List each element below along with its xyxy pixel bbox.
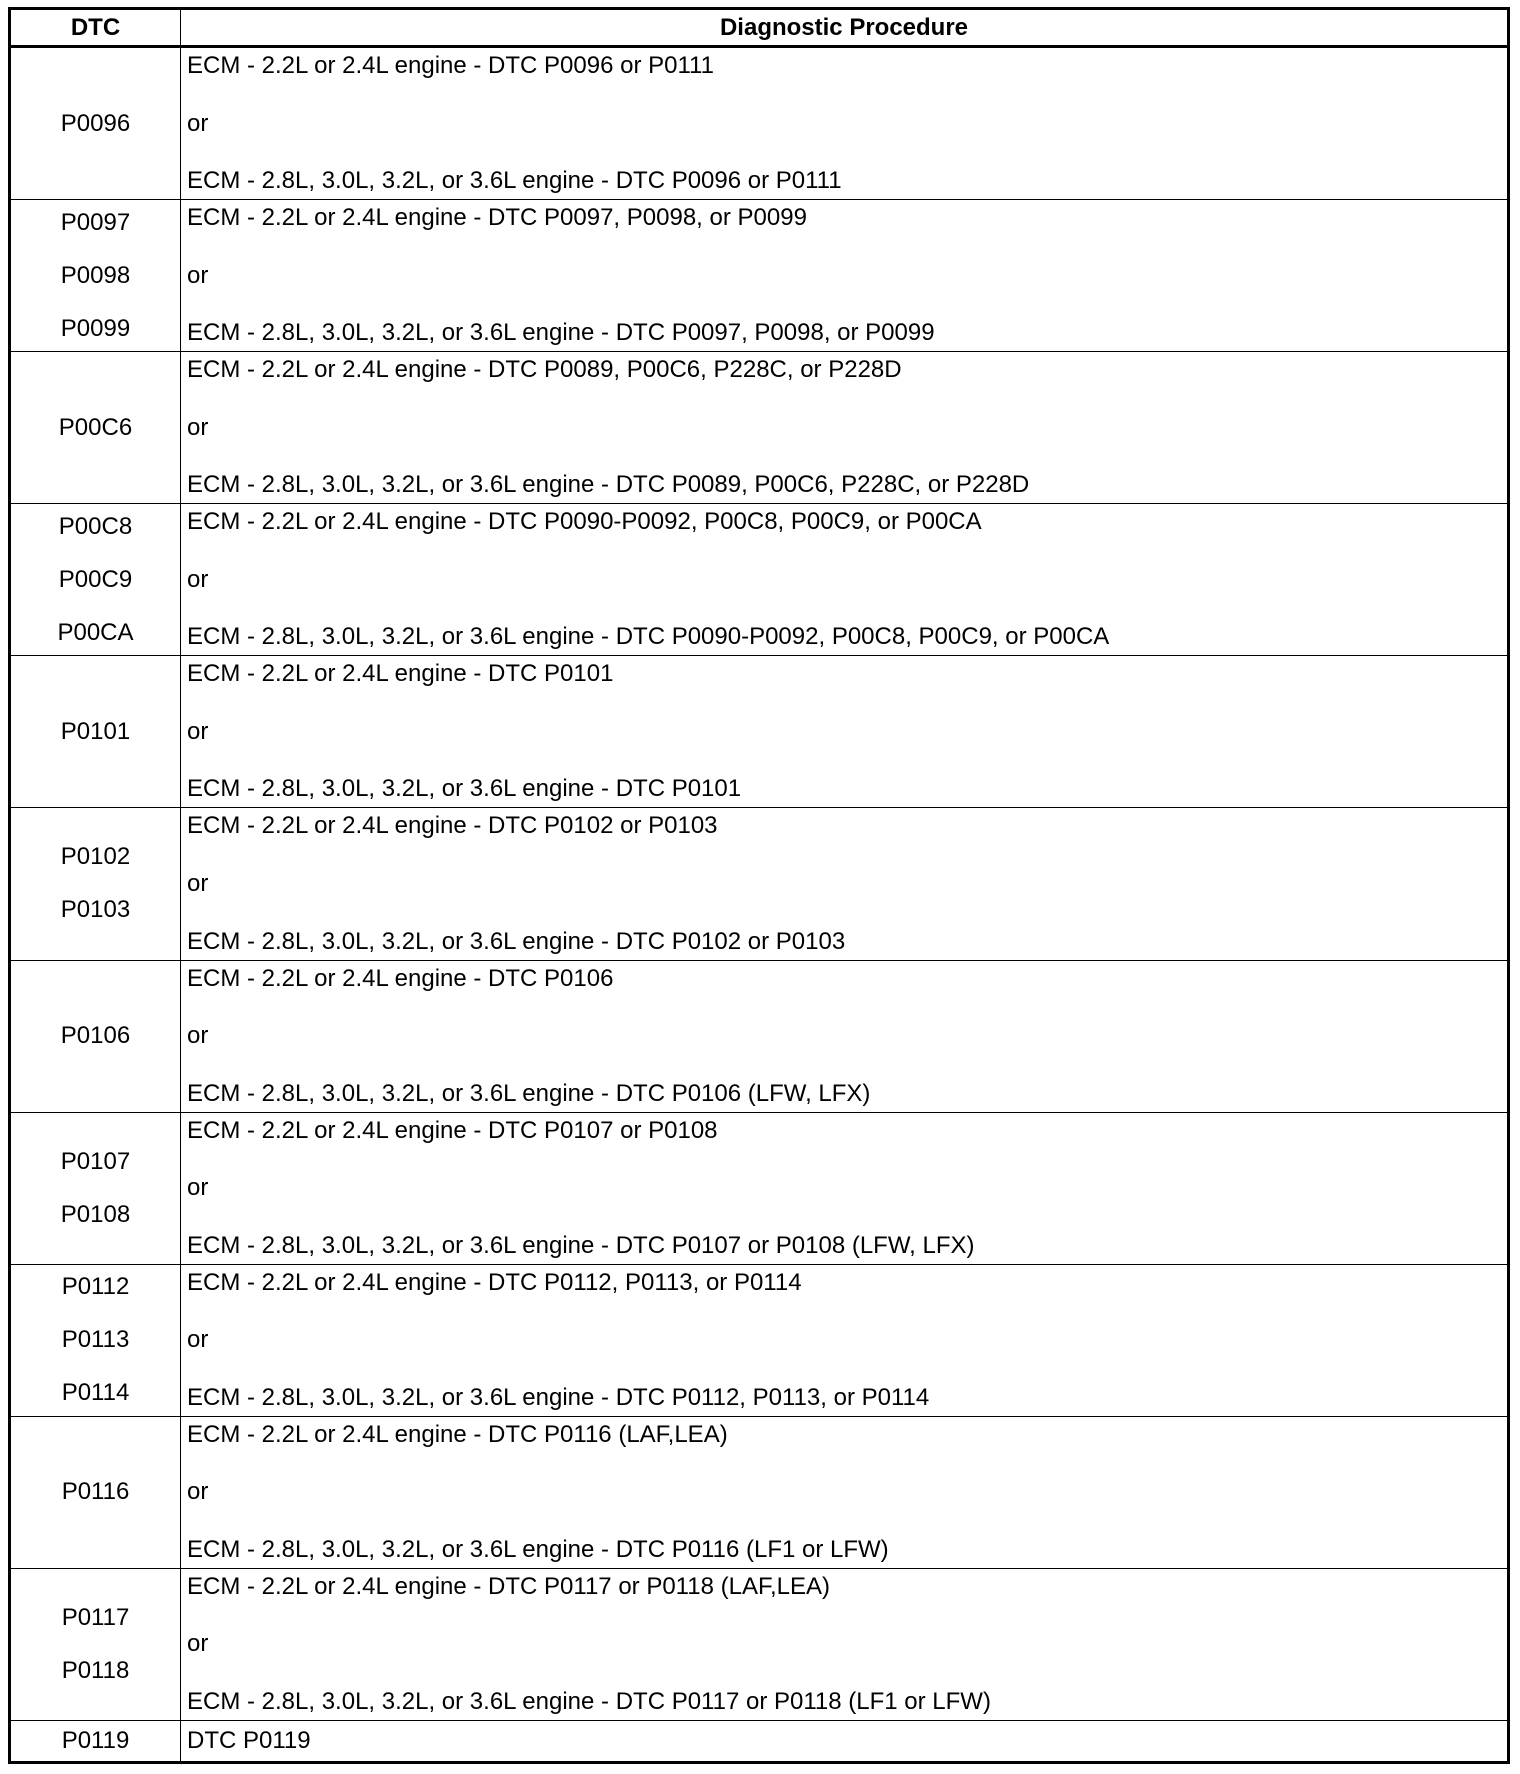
procedure-line: ECM - 2.2L or 2.4L engine - DTC P0097, P0098, or P0099 [187, 204, 807, 232]
procedure-line: ECM - 2.8L, 3.0L, 3.2L, or 3.6L engine - DTC P0107 or P0108 (LFW, LFX) [187, 1231, 975, 1259]
procedure-line: ECM - 2.2L or 2.4L engine - DTC P0096 or P0111 [187, 52, 714, 79]
procedure-line: ECM - 2.2L or 2.4L engine - DTC P0116 (LAF,LEA) [187, 1420, 728, 1448]
procedure-or: or [187, 565, 209, 593]
procedure-cell [181, 1417, 1507, 1569]
procedure-cell [181, 1721, 1507, 1761]
procedure-line: ECM - 2.2L or 2.4L engine - DTC P0102 or P0103 [187, 812, 718, 840]
dtc-code-cell [11, 961, 181, 1113]
procedure-line: ECM - 2.2L or 2.4L engine - DTC P0112, P0113, or P0114 [187, 1268, 802, 1296]
dtc-code-cell [11, 1721, 181, 1761]
dtc-code: P00C8 [58, 512, 133, 540]
procedure-line: ECM - 2.8L, 3.0L, 3.2L, or 3.6L engine - DTC P0090-P0092, P00C8, P00C9, or P00CA [187, 623, 1110, 651]
procedure-or: or [187, 413, 209, 441]
dtc-code-cell [11, 656, 181, 808]
dtc-code: P0098 [60, 261, 131, 289]
procedure-line: ECM - 2.2L or 2.4L engine - DTC P0089, P00C6, P228C, or P228D [187, 356, 902, 384]
dtc-code: P0119 [61, 1727, 130, 1754]
procedure-cell [181, 656, 1507, 808]
dtc-code: P0114 [61, 1379, 130, 1407]
dtc-code: P0096 [60, 109, 131, 137]
dtc-code: P0113 [61, 1326, 130, 1354]
dtc-code-cell [11, 1265, 181, 1417]
procedure-line: ECM - 2.8L, 3.0L, 3.2L, or 3.6L engine - DTC P0106 (LFW, LFX) [187, 1079, 871, 1107]
procedure-line: ECM - 2.8L, 3.0L, 3.2L, or 3.6L engine - DTC P0101 [187, 775, 742, 803]
procedure-cell [181, 1113, 1507, 1265]
procedure-or: or [187, 1326, 209, 1354]
procedure-or: or [187, 717, 209, 745]
procedure-cell [181, 200, 1507, 352]
dtc-code-cell [11, 352, 181, 504]
dtc-code: P0116 [61, 1478, 130, 1506]
procedure-or: or [187, 1174, 209, 1202]
procedure-or: or [187, 1630, 209, 1658]
dtc-code-cell [11, 200, 181, 352]
procedure-line: ECM - 2.8L, 3.0L, 3.2L, or 3.6L engine - DTC P0116 (LF1 or LFW) [187, 1535, 889, 1563]
procedure-line: ECM - 2.2L or 2.4L engine - DTC P0101 [187, 660, 614, 688]
dtc-code: P00C6 [58, 413, 133, 441]
procedure-line: DTC P0119 [187, 1727, 311, 1754]
procedure-or: or [187, 261, 209, 289]
procedure-cell [181, 48, 1507, 200]
procedure-line: ECM - 2.8L, 3.0L, 3.2L, or 3.6L engine - DTC P0089, P00C6, P228C, or P228D [187, 471, 1030, 499]
dtc-code-cell [11, 48, 181, 200]
procedure-line: ECM - 2.8L, 3.0L, 3.2L, or 3.6L engine - DTC P0102 or P0103 [187, 927, 846, 955]
dtc-code: P0112 [61, 1273, 130, 1301]
dtc-table [8, 7, 1510, 1764]
dtc-code: P0102 [60, 843, 131, 871]
dtc-code: P0118 [61, 1656, 130, 1684]
procedure-cell [181, 961, 1507, 1113]
dtc-code: P0106 [60, 1022, 131, 1050]
procedure-line: ECM - 2.8L, 3.0L, 3.2L, or 3.6L engine - DTC P0097, P0098, or P0099 [187, 319, 935, 347]
dtc-code-cell [11, 1417, 181, 1569]
dtc-code: P00CA [57, 618, 134, 646]
procedure-cell [181, 1265, 1507, 1417]
procedure-cell [181, 504, 1507, 656]
dtc-code: P0097 [60, 208, 131, 236]
procedure-or: or [187, 1478, 209, 1506]
procedure-column-header: Diagnostic Procedure [181, 10, 1507, 48]
dtc-code: P0117 [61, 1603, 130, 1631]
dtc-code-cell [11, 808, 181, 960]
procedure-line: ECM - 2.8L, 3.0L, 3.2L, or 3.6L engine - DTC P0117 or P0118 (LF1 or LFW) [187, 1688, 991, 1715]
dtc-code: P0103 [60, 896, 131, 924]
dtc-code-cell [11, 1113, 181, 1265]
procedure-line: ECM - 2.2L or 2.4L engine - DTC P0117 or P0118 (LAF,LEA) [187, 1572, 830, 1600]
dtc-code: P0107 [60, 1147, 131, 1175]
procedure-cell [181, 352, 1507, 504]
procedure-line: ECM - 2.8L, 3.0L, 3.2L, or 3.6L engine - DTC P0112, P0113, or P0114 [187, 1383, 930, 1411]
dtc-code: P0108 [60, 1200, 131, 1228]
dtc-code-cell [11, 504, 181, 656]
procedure-or: or [187, 869, 209, 897]
dtc-code: P00C9 [58, 565, 133, 593]
procedure-line: ECM - 2.8L, 3.0L, 3.2L, or 3.6L engine - DTC P0096 or P0111 [187, 167, 842, 195]
procedure-line: ECM - 2.2L or 2.4L engine - DTC P0107 or P0108 [187, 1116, 718, 1144]
dtc-column-header: DTC [11, 10, 181, 48]
procedure-line: ECM - 2.2L or 2.4L engine - DTC P0106 [187, 964, 614, 992]
dtc-code-cell [11, 1569, 181, 1721]
dtc-code: P0101 [60, 717, 131, 745]
dtc-code: P0099 [60, 314, 131, 342]
procedure-or: or [187, 1022, 209, 1050]
procedure-or: or [187, 109, 209, 137]
procedure-line: ECM - 2.2L or 2.4L engine - DTC P0090-P0092, P00C8, P00C9, or P00CA [187, 508, 982, 536]
procedure-cell [181, 808, 1507, 960]
procedure-cell [181, 1569, 1507, 1721]
